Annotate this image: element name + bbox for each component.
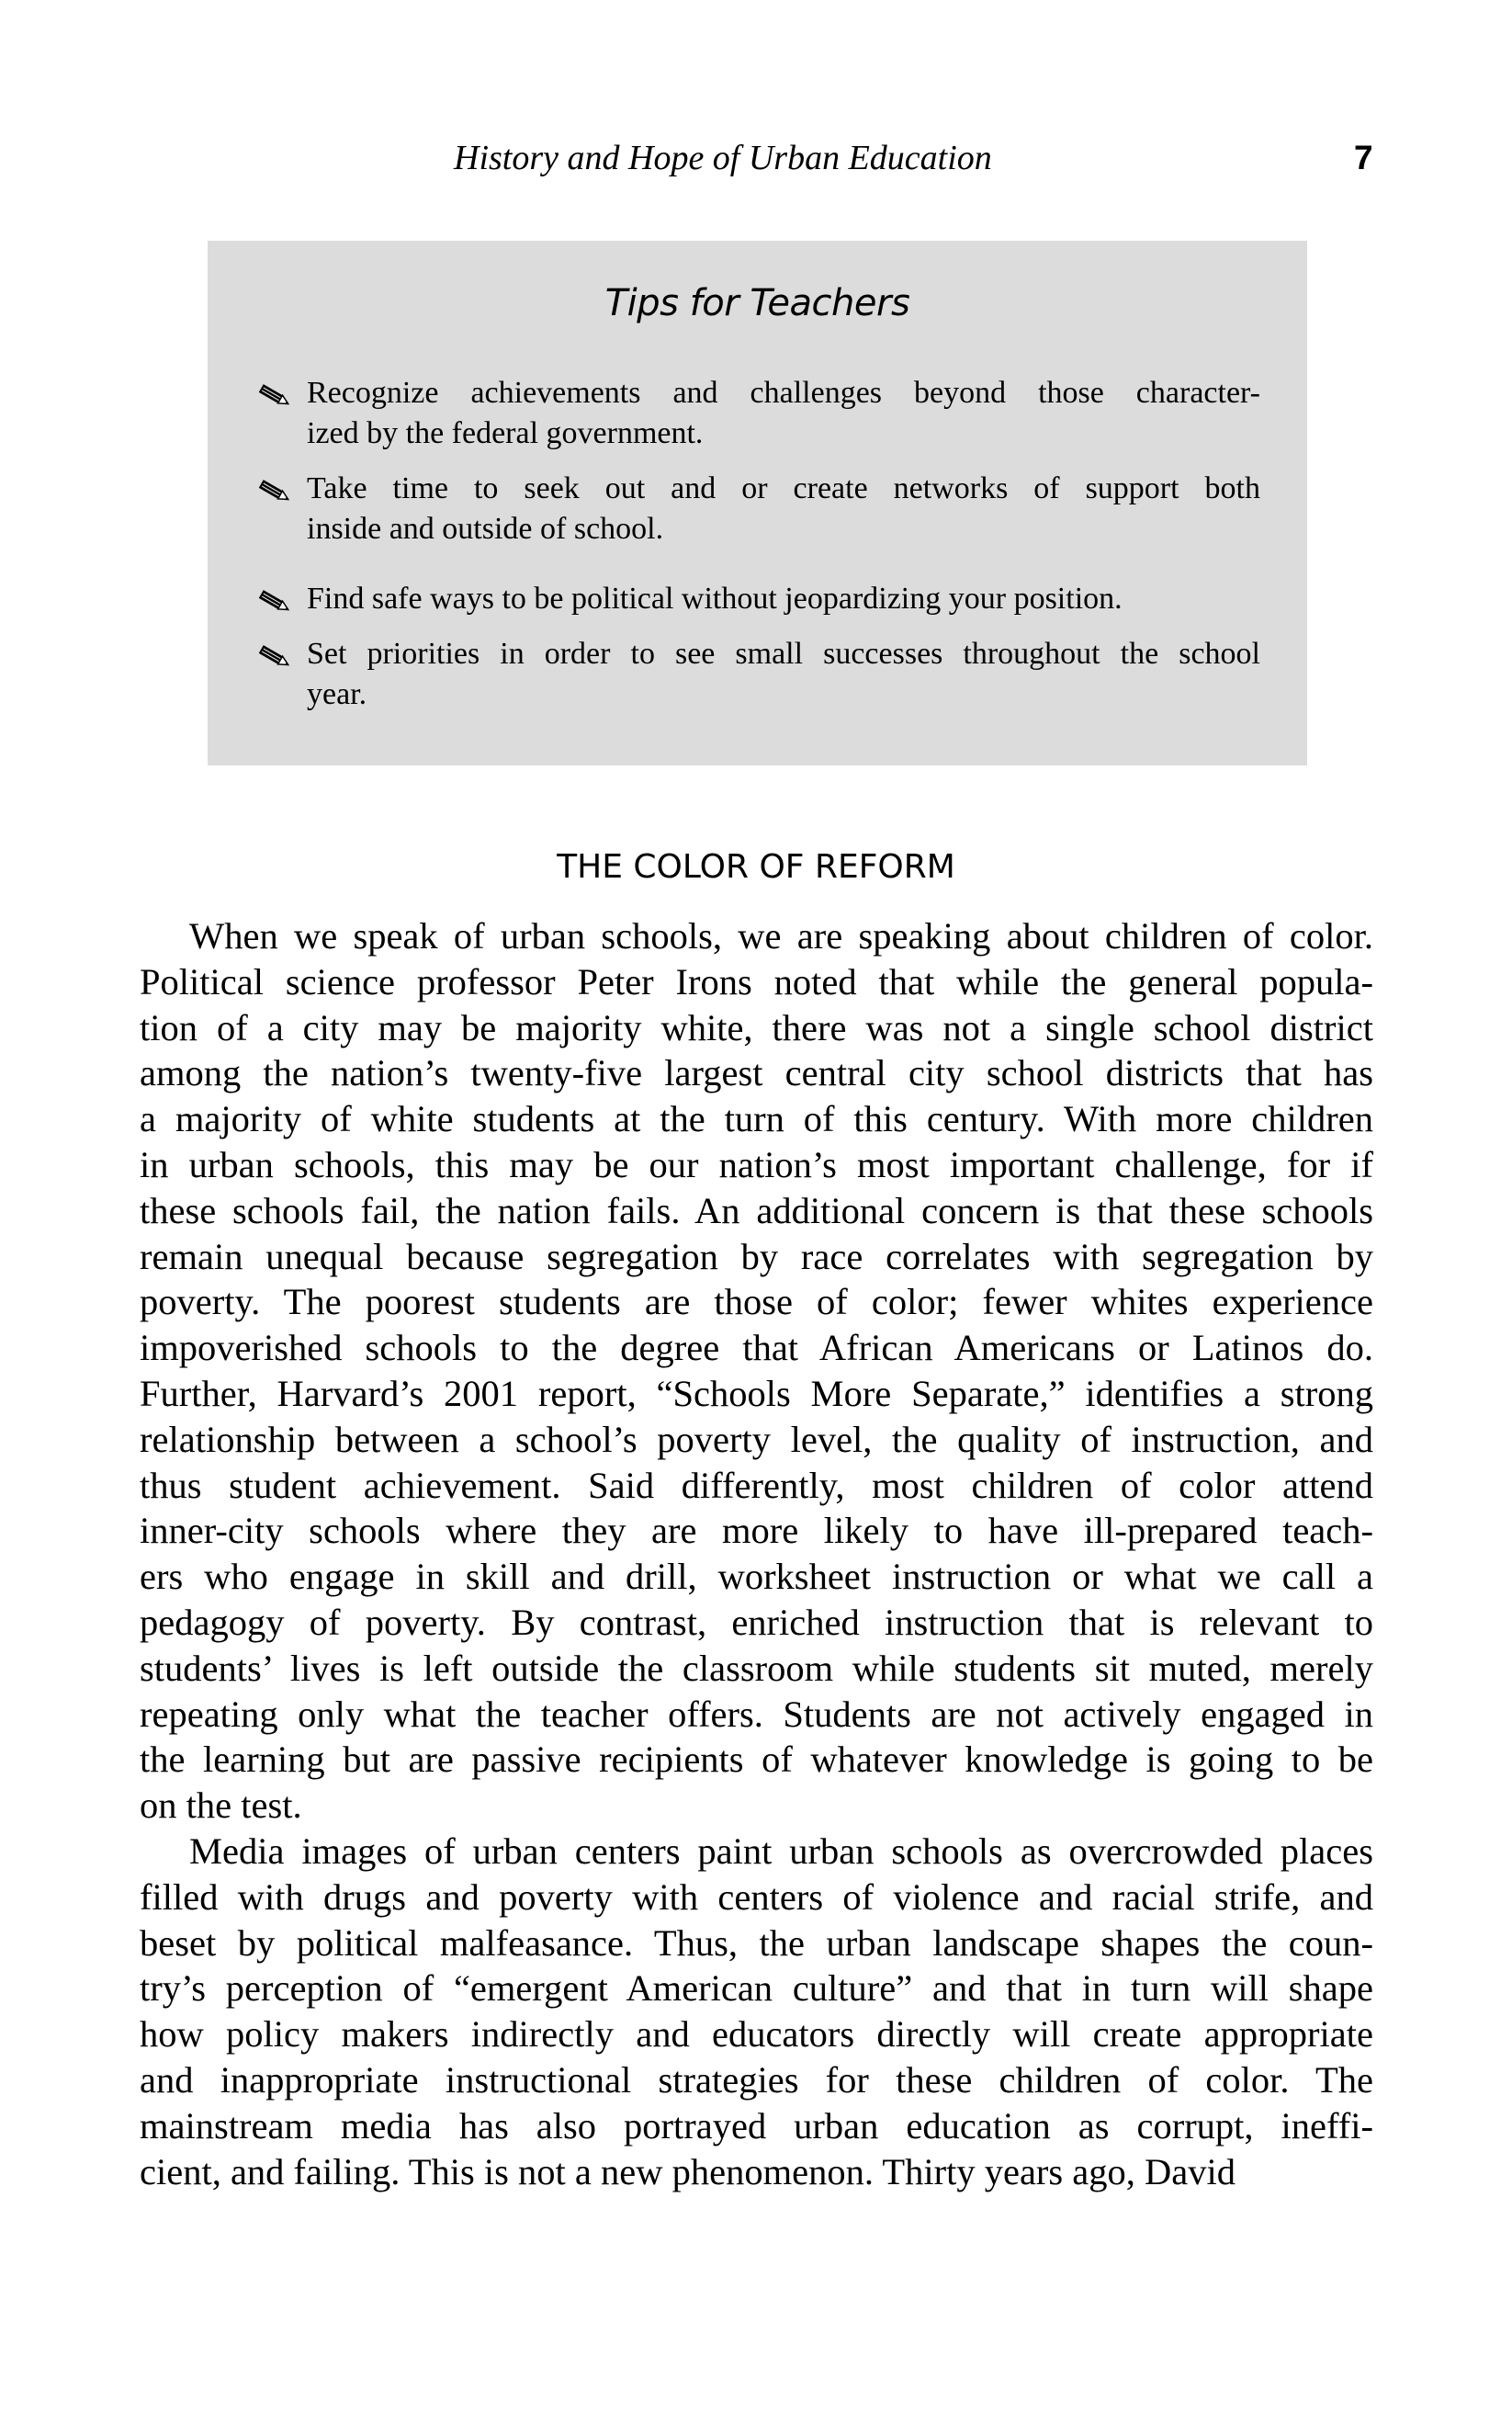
tips-box-title: Tips for Teachers [604,282,910,324]
paragraph-line: students’ lives is left outside the classroom while students sit muted, merely [140,1647,1373,1689]
paragraph-line: thus student achievement. Said differently, most children of color attend [140,1464,1373,1506]
paragraph-line: these schools fail, the nation fails. An additional concern is that these schools [140,1189,1373,1231]
pencil-icon [257,382,292,410]
paragraph-line: pedagogy of poverty. By contrast, enriched instruction that is relevant to [140,1602,1373,1643]
paragraph-line: ers who engage in skill and drill, worksheet instruction or what we call a [140,1556,1373,1598]
paragraph-line: a majority of white students at the turn of this century. With more children [140,1098,1373,1140]
paragraph-line: poverty. The poorest students are those of color; fewer whites experience [140,1281,1373,1323]
pencil-icon [257,588,292,616]
paragraph-line: the learning but are passive recipients of whatever knowledge is going to be [140,1739,1373,1781]
paragraph-first-line: Media images of urban centers paint urban schools as overcrowded places [189,1830,1373,1872]
pencil-icon [257,478,292,505]
tip-text-line: ized by the federal government. [307,416,704,450]
running-header-title: History and Hope of Urban Education [454,139,992,177]
section-heading: THE COLOR OF REFORM [557,848,955,886]
page-number: 7 [1354,139,1373,176]
paragraph-line: cient, and failing. This is not a new phenomenon. Thirty years ago, David [140,2150,1236,2192]
tip-text-line: year. [307,677,367,711]
paragraph-first-line: When we speak of urban schools, we are speaking about children of color. [189,915,1373,957]
tip-text-line: Recognize achievements and challenges beyond those character- [307,376,1260,410]
paragraph-line: in urban schools, this may be our nation’s most important challenge, for if [140,1144,1373,1185]
paragraph-line: filled with drugs and poverty with centers of violence and racial strife, and [140,1875,1373,1918]
paragraph-line: mainstream media has also portrayed urban education as corrupt, ineffi- [140,2104,1373,2146]
paragraph-line: Further, Harvard’s 2001 report, “Schools More Separate,” identifies a strong [140,1373,1373,1414]
paragraph-line: among the nation’s twenty-five largest central city school districts that has [140,1052,1373,1094]
tips-for-teachers-box [208,241,1307,765]
paragraph-line: on the test. [140,1784,302,1827]
paragraph-line: repeating only what the teacher offers. Students are not actively engaged in [140,1693,1373,1735]
paragraph-line: and inappropriate instructional strategies for these children of color. The [140,2059,1373,2101]
tip-text-line: Find safe ways to be political without jeopardizing your position. [307,582,1123,616]
paragraph-line: remain unequal because segregation by race correlates with segregation by [140,1235,1373,1277]
paragraph-line: inner-city schools where they are more likely to have ill-prepared teach- [140,1510,1373,1552]
paragraph-line: beset by political malfeasance. Thus, the urban landscape shapes the coun- [140,1921,1373,1964]
paragraph-line: tion of a city may be majority white, there was not a single school district [140,1006,1373,1048]
pencil-icon [257,643,292,671]
paragraph-line: relationship between a school’s poverty level, the quality of instruction, and [140,1418,1373,1460]
paragraph-line: try’s perception of “emergent American culture” and that in turn will shape [140,1967,1373,2010]
paragraph-line: how policy makers indirectly and educators directly will create appropriate [140,2013,1373,2056]
tip-text-line: Set priorities in order to see small successes throughout the school [307,637,1260,671]
tip-text-line: inside and outside of school. [307,512,664,546]
tip-text-line: Take time to seek out and or create networks of support both [307,471,1260,505]
paragraph-line: Political science professor Peter Irons noted that while the general popula- [140,960,1373,1002]
paragraph-line: impoverished schools to the degree that African Americans or Latinos do. [140,1327,1373,1369]
